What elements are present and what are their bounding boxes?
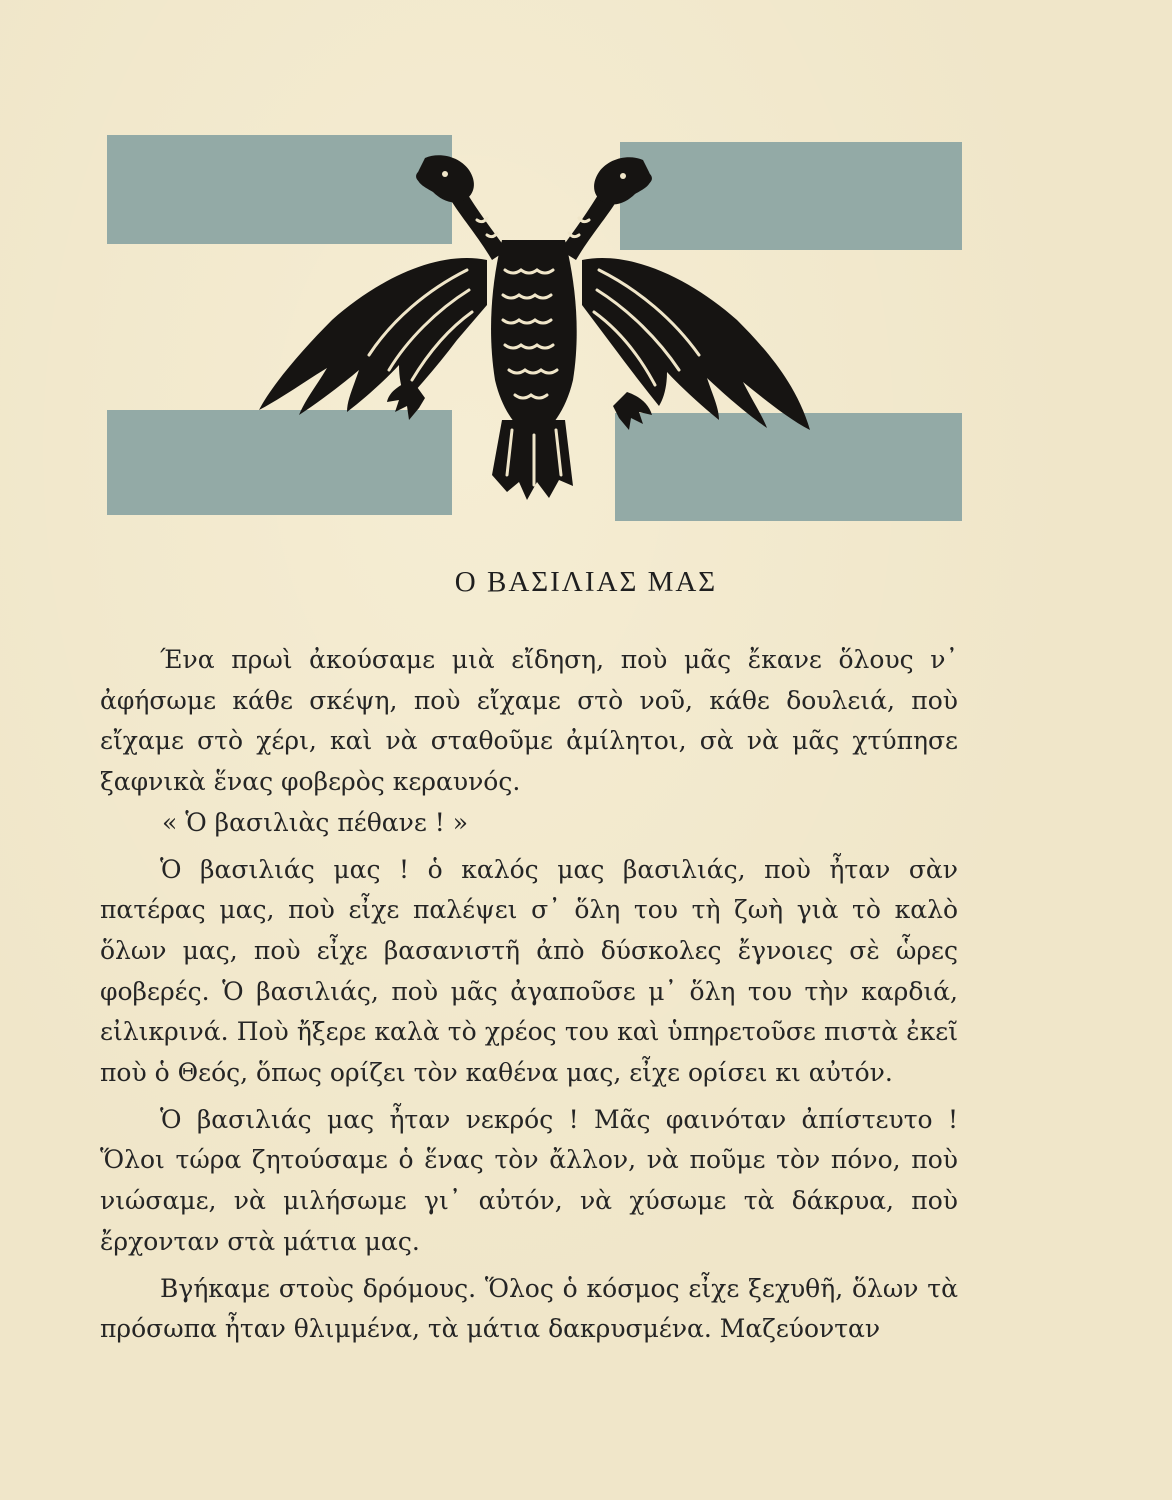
flag-band-bottom-right <box>615 413 962 521</box>
double-headed-eagle-icon <box>107 130 962 522</box>
flag-emblem <box>107 130 962 522</box>
paragraph: Ένα πρωὶ ἀκούσαμε μιὰ εἴδηση, ποὺ μᾶς ἔκανε ὅλους ν᾽ ἀφήσωμε κάθε σκέψη, ποὺ εἴχαμε στὸ νοῦ, κάθε δουλειά, ποὺ εἴχαμε στὸ χέρι, καὶ νὰ σταθοῦμε ἀμίλητοι, σὰ νὰ μᾶς χτύπησε ξαφνικὰ ἕνας φοβερὸς κεραυνός. <box>100 645 958 797</box>
eagle-eye-right <box>620 173 626 179</box>
paragraph: Βγήκαμε στοὺς δρόμους. Ὅλος ὁ κόσμος εἶχε ξεχυθῆ, ὅλων τὰ πρόσωπα ἦταν θλιμμένα, τὰ μάτια δακρυσμένα. Μαζεύονταν <box>100 1273 958 1344</box>
paragraph: Ὁ βασιλιάς μας ! ὁ καλός μας βασιλιάς, ποὺ ἦταν σὰν πατέρας μας, ποὺ εἶχε παλέψει σ᾽ ὅλη του τὴ ζωὴ γιὰ τὸ καλὸ ὅλων μας, ποὺ εἶχε βασανιστῆ ἀπὸ δύσκολες ἔγνοιες σὲ ὧρες φοβερές. Ὁ βασιλιάς, ποὺ μᾶς ἀγαποῦσε μ᾽ ὅλη του τὴν καρδιά, εἰλικρινά. Ποὺ ἤξερε καλὰ τὸ χρέος του καὶ ὑπηρετοῦσε πιστὰ ἐκεῖ ποὺ ὁ Θεός, ὅπως ορίζει τὸν καθένα μας, εἶχε ορίσει κι αὐτόν. <box>100 854 958 1088</box>
flag-band-top-left <box>107 135 452 244</box>
page-title: Ο ΒΑΣΙΛΙΑΣ ΜΑΣ <box>454 566 718 598</box>
flag-band-top-right <box>620 142 962 250</box>
body-text <box>100 640 958 1350</box>
eagle-eye-left <box>442 171 448 177</box>
flag-band-bottom-left <box>107 410 452 515</box>
paragraph: Ὁ βασιλιάς μας ἦταν νεκρός ! Μᾶς φαινόταν ἀπίστευτο ! Ὅλοι τώρα ζητούσαμε ὁ ἕνας τὸν ἄλλον, νὰ ποῦμε τὸν πόνο, ποὺ νιώσαμε, νὰ μιλήσωμε γι᾽ αὐτόν, νὰ χύσωμε τὰ δάκρυα, ποὺ ἔρχονταν στὰ μάτια μας. <box>100 1104 958 1256</box>
paragraph-quote: « Ὁ βασιλιὰς πέθανε ! » <box>162 807 469 837</box>
